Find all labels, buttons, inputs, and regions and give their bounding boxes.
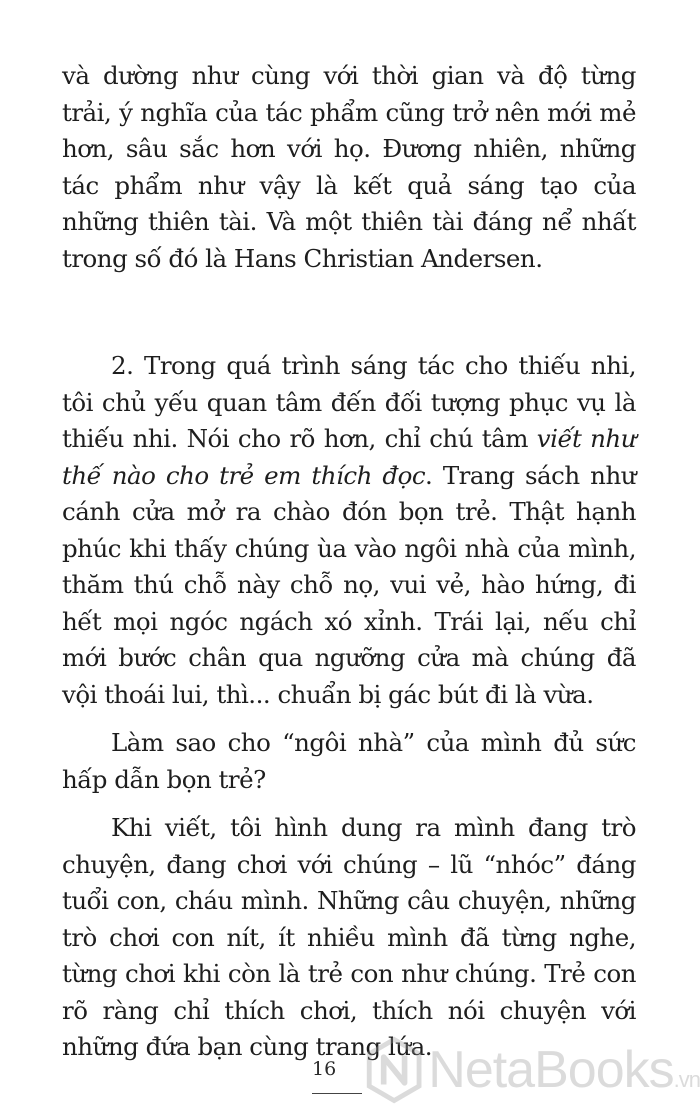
paragraph-2: 2. Trong quá trình sáng tác cho thiếu nhi, tôi chủ yếu quan tâm đến đối tượng phục vụ là thiếu nhi. Nói cho rõ hơn, chỉ chú tâm viết như thế nào cho trẻ em thích đọc. Trang sách như cánh cửa mở ra chào đón bọn trẻ. Thật hạnh phúc khi thấy chúng ùa vào ngôi nhà của mình, thăm thú chỗ này chỗ nọ, vui vẻ, hào hứng, đi hết mọi ngóc ngách xó xỉnh. Trái lại, nếu chỉ mới bước chân qua ngưỡng cửa mà chúng đã vội thoái lui, thì... chuẩn bị gác bút đi là vừa.	[62, 351, 636, 709]
paragraph-3: Làm sao cho “ngôi nhà” của mình đủ sức hấp dẫn bọn trẻ?	[62, 728, 636, 794]
netabooks-logo-icon	[366, 1028, 422, 1112]
watermark	[366, 1028, 700, 1112]
paragraph-1: và dường như cùng với thời gian và độ từng trải, ý nghĩa của tác phẩm cũng trở nên mới mẻ hơn, sâu sắc hơn với họ. Đương nhiên, những tác phẩm như vậy là kết quả sáng tạo của những thiên tài. Và một thiên tài đáng nể nhất trong số đó là Hans Christian Andersen.	[62, 61, 636, 273]
italic-phrase: viết như thế nào cho trẻ em thích đọc	[62, 424, 636, 490]
page-number-underline	[312, 1093, 362, 1094]
page-body	[62, 58, 636, 1066]
page-number: 16	[312, 1058, 337, 1080]
paragraph-4: Khi viết, tôi hình dung ra mình đang trò chuyện, đang chơi với chúng – lũ “nhóc” đáng tuổi con, cháu mình. Những câu chuyện, những trò chơi con nít, ít nhiều mình đã từng nghe, từng chơi khi còn là trẻ con như chúng. Trẻ con rõ ràng chỉ thích chơi, thích nói chuyện với những đứa bạn cùng trang lứa.	[62, 813, 636, 1061]
watermark-text: NetaBooks.vn	[428, 1041, 700, 1099]
